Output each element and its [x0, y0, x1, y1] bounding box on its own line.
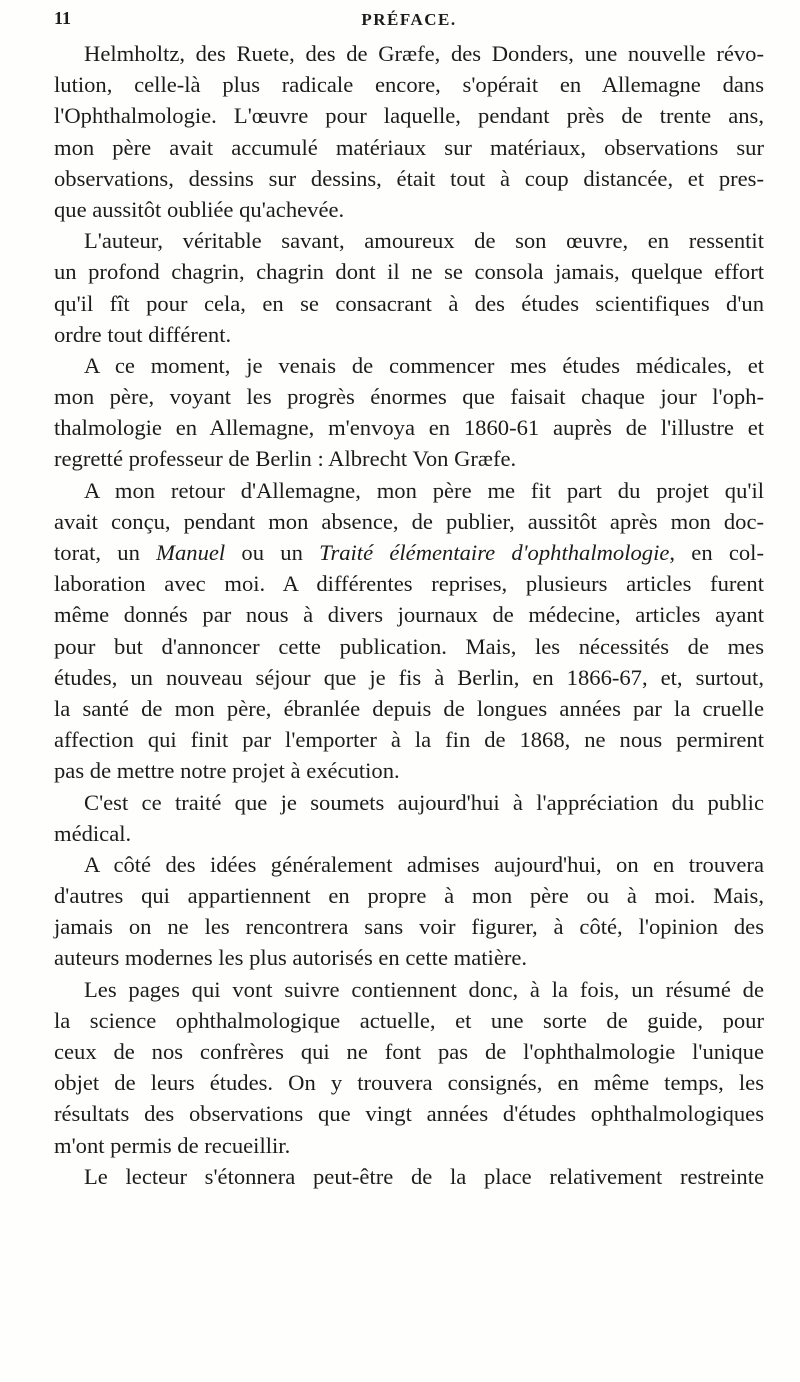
text-line: études, un nouveau séjour que je fis à Berlin, en 1866-67, et, surtout,: [54, 664, 764, 690]
text-line: A ce moment, je venais de commencer mes études médicales, et: [84, 352, 764, 378]
text-line: Les pages qui vont suivre contiennent donc, à la fois, un résumé de: [84, 976, 764, 1002]
text-line: pour but d'annoncer cette publication. Mais, les nécessités de mes: [54, 633, 764, 659]
text-line: avait conçu, pendant mon absence, de publier, aussitôt après mon doc-: [54, 508, 764, 534]
text-line: A mon retour d'Allemagne, mon père me fit part du projet qu'il: [84, 477, 764, 503]
text-line: auteurs modernes les plus autorisés en cette matière.: [54, 945, 528, 971]
text-line: thalmologie en Allemagne, m'envoya en 1860-61 auprès de l'illustre et: [54, 415, 764, 441]
text-line: jamais on ne les rencontrera sans voir figurer, à côté, l'opinion des: [54, 914, 764, 940]
paragraph: [54, 350, 764, 475]
text-line: lution, celle-là plus radicale encore, s'opérait en Allemagne dans: [54, 72, 764, 98]
running-head: [54, 8, 764, 32]
text-line: Le lecteur s'étonnera peut-être de la place relativement restreinte: [84, 1163, 764, 1189]
page-number: 11: [54, 8, 72, 28]
paragraph: [54, 225, 764, 350]
text-line: regretté professeur de Berlin : Albrecht Von Græfe.: [54, 446, 517, 472]
text-line: A côté des idées généralement admises aujourd'hui, on en trouvera: [84, 851, 764, 877]
paragraph: [54, 974, 764, 1161]
text-line: résultats des observations que vingt années d'études ophthalmologiques: [54, 1101, 764, 1127]
body-text: [54, 38, 764, 1192]
text-line: qu'il fît pour cela, en se consacrant à des études scientifiques d'un: [54, 290, 764, 316]
text-line: Helmholtz, des Ruete, des de Græfe, des Donders, une nouvelle révo-: [84, 41, 764, 66]
paragraph: [54, 475, 764, 787]
text-line: médical.: [54, 820, 132, 846]
running-title: PRÉFACE.: [361, 10, 457, 29]
text-line: même donnés par nous à divers journaux de médecine, articles ayant: [54, 602, 764, 628]
text-line: d'autres qui appartiennent en propre à mon père ou à moi. Mais,: [54, 883, 764, 909]
text-line: un profond chagrin, chagrin dont il ne se consola jamais, quelque effort: [54, 259, 764, 285]
paragraph: [54, 38, 764, 225]
text-line: observations, dessins sur dessins, était tout à coup distancée, et pres-: [54, 165, 764, 191]
text-line: m'ont permis de recueillir.: [54, 1132, 291, 1158]
paragraph: [54, 849, 764, 974]
text-line: C'est ce traité que je soumets aujourd'hui à l'appréciation du public: [84, 789, 764, 815]
text-line: l'Ophthalmologie. L'œuvre pour laquelle, pendant près de trente ans,: [54, 103, 764, 129]
text-line: mon père avait accumulé matériaux sur matériaux, observations sur: [54, 134, 764, 160]
text-line: ceux de nos confrères qui ne font pas de l'ophthalmologie l'unique: [54, 1039, 764, 1064]
text-line: objet de leurs études. On y trouvera consignés, en même temps, les: [54, 1070, 764, 1096]
text-line: pas de mettre notre projet à exécution.: [54, 758, 400, 784]
text-line: ordre tout différent.: [54, 321, 232, 347]
text-line: mon père, voyant les progrès énormes que faisait chaque jour l'oph-: [54, 384, 764, 410]
text-line: torat, un Manuel ou un Traité élémentaire d'ophthalmologie, en col-: [54, 540, 764, 565]
text-line: L'auteur, véritable savant, amoureux de son œuvre, en ressentit: [84, 228, 764, 254]
text-line: la science ophthalmologique actuelle, et une sorte de guide, pour: [54, 1007, 764, 1033]
paragraph: [54, 787, 764, 849]
text-line: laboration avec moi. A différentes reprises, plusieurs articles furent: [54, 571, 764, 597]
text-line: la santé de mon père, ébranlée depuis de longues années par la cruelle: [54, 695, 764, 721]
text-line: affection qui finit par l'emporter à la fin de 1868, ne nous permirent: [54, 727, 764, 753]
paragraph: [54, 1161, 764, 1192]
text-line: que aussitôt oubliée qu'achevée.: [54, 196, 345, 222]
